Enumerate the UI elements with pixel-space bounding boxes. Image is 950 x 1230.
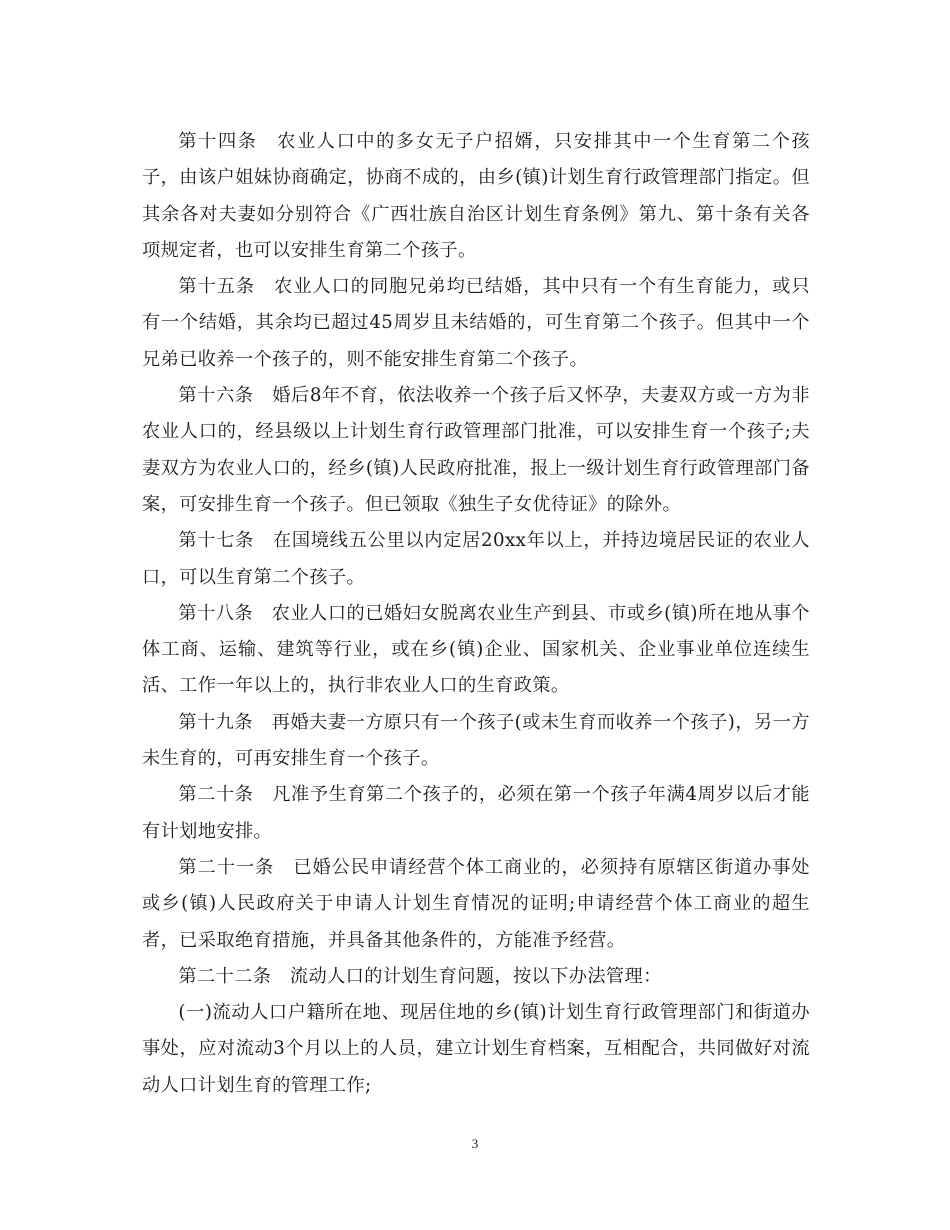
article-16-paragraph: 第十六条 婚后8年不育，依法收养一个孩子后又怀孕，夫妻双方或一方为非农业人口的，经县级以上计划生育行政管理部门批准，可以安排生育一个孩子;夫妻双方为农业人口的，经乡(镇)人民政府批准，报上一级计划生育行政管理部门备案，可安排生育一个孩子。但已领取《独生子女优待证》的除外。 [142, 385, 810, 515]
article-15-paragraph: 第十五条 农业人口的同胞兄弟均已结婚，其中只有一个有生育能力，或只有一个结婚，其余均已超过45周岁且未结婚的，可生育第二个孩子。但其中一个兄弟已收养一个孩子的，则不能安排生育第二个孩子。 [142, 276, 810, 370]
article-18-paragraph: 第十八条 农业人口的已婚妇女脱离农业生产到县、市或乡(镇)所在地从事个体工商、运输、建筑等行业，或在乡(镇)企业、国家机关、企业事业单位连续生活、工作一年以上的，执行非农业人口的生育政策。 [142, 602, 810, 697]
article-21-paragraph: 第二十一条 已婚公民申请经营个体工商业的，必须持有原辖区街道办事处或乡(镇)人民政府关于申请人计划生育情况的证明;申请经营个体工商业的超生者，已采取绝育措施，并具备其他条件的，方能准予经营。 [142, 856, 810, 951]
article-19-paragraph: 第十九条 再婚夫妻一方原只有一个孩子(或未生育而收养一个孩子)，另一方未生育的，可再安排生育一个孩子。 [142, 711, 810, 770]
article-22-item-1-paragraph: (一)流动人口户籍所在地、现居住地的乡(镇)计划生育行政管理部门和街道办事处，应对流动3个月以上的人员，建立计划生育档案，互相配合，共同做好对流动人口计划生育的管理工作; [142, 1002, 810, 1096]
article-22-paragraph: 第二十二条 流动人口的计划生育问题，按以下办法管理： [178, 965, 662, 987]
article-17-paragraph: 第十七条 在国境线五公里以内定居20xx年以上，并持边境居民证的农业人口，可以生育第二个孩子。 [142, 530, 810, 588]
article-20-paragraph: 第二十条 凡准予生育第二个孩子的，必须在第一个孩子年满4周岁以后才能有计划地安排。 [142, 784, 810, 842]
page-number: 3 [471, 1136, 479, 1151]
document-body [142, 124, 810, 1104]
article-14-paragraph: 第十四条 农业人口中的多女无子户招婿，只安排其中一个生育第二个孩子，由该户姐妹协商确定，协商不成的，由乡(镇)计划生育行政管理部门指定。但其余各对夫妻如分别符合《广西壮族自治区计划生育条例》第九、第十条有关各项规定者，也可以安排生育第二个孩子。 [142, 131, 810, 261]
